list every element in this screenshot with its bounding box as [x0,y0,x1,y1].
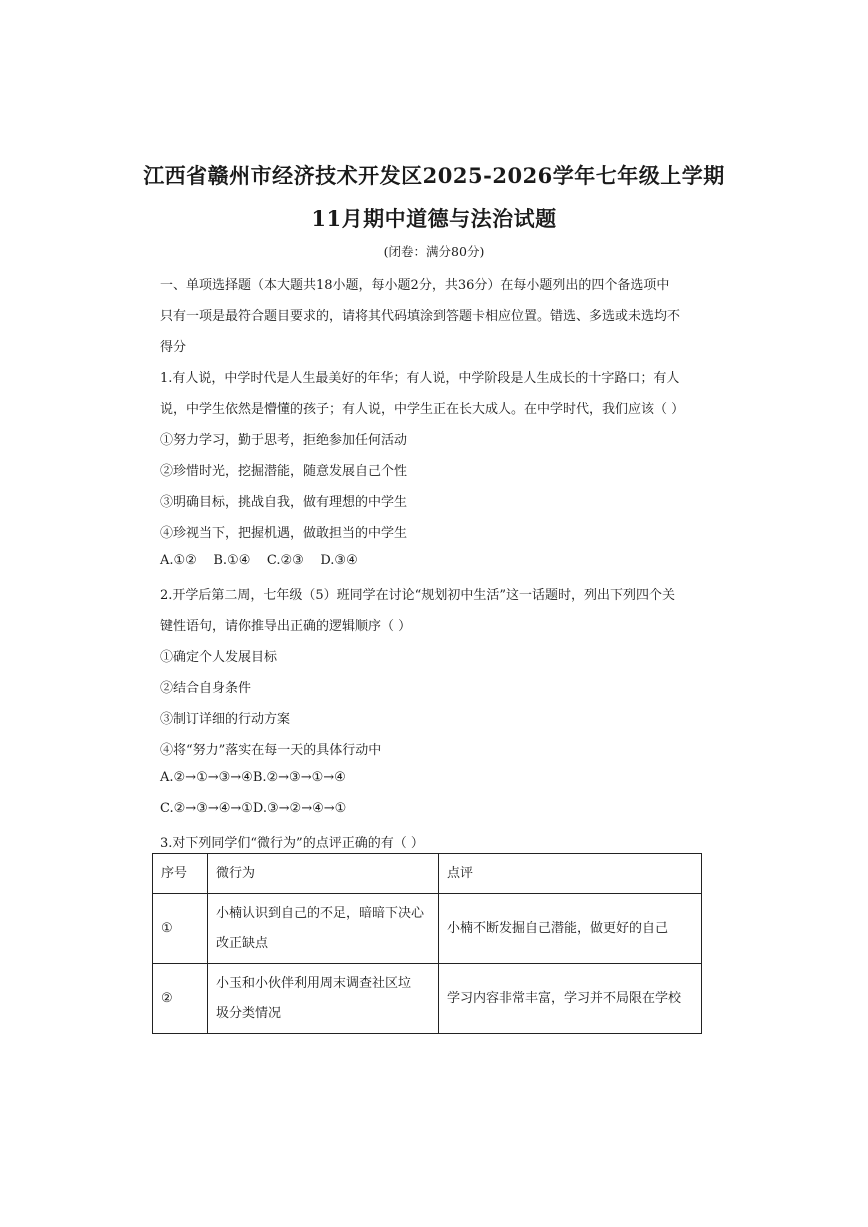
question-2-options: C.②→③→④→①D.③→②→④→① [160,801,347,816]
table-header-row [153,854,702,894]
question-1-options: A.①② B.①④ C.②③ D.③④ [160,553,358,568]
question-2-options: A.②→①→③→④B.②→③→①→④ [160,770,346,785]
question-2-item: ③制订详细的行动方案 [160,712,291,727]
question-3-stem: 3.对下列同学们“微行为”的点评正确的有（ ） [160,836,424,851]
exam-subtitle: (闭卷：满分80分) [383,244,485,259]
section-intro-line: 一、单项选择题（本大题共18小题，每小题2分，共36分）在每小题列出的四个备选项中 [160,278,670,293]
question-2-item: ①确定个人发展目标 [160,650,278,665]
question-2-stem: 键性语句，请你推导出正确的逻辑顺序（ ） [160,619,412,634]
question-1-item: ②珍惜时光，挖掘潜能，随意发展自己个性 [160,464,408,479]
question-1-item: ④珍视当下，把握机遇，做敢担当的中学生 [160,526,408,541]
section-intro-line: 只有一项是最符合题目要求的，请将其代码填涂到答题卡相应位置。错选、多选或未选均不 [160,309,681,324]
table-header-cell: 微行为 [208,854,439,894]
question-2-item: ④将“努力”落实在每一天的具体行动中 [160,743,382,758]
behavior-text-line: 改正缺点 [216,935,269,951]
micro-behavior-table [152,853,702,1034]
row-number-cell: ① [153,894,208,964]
question-1-item: ③明确目标，挑战自我，做有理想的中学生 [160,495,408,510]
exam-title-line1: 江西省赣州市经济技术开发区2025-2026学年七年级上学期 [143,163,725,188]
exam-title-line2: 11月期中道德与法治试题 [311,206,557,231]
question-1-stem: 1.有人说，中学时代是人生最美好的年华；有人说，中学阶段是人生成长的十字路口；有人 [160,371,680,386]
question-1-item: ①努力学习，勤于思考，拒绝参加任何活动 [160,433,408,448]
question-1-stem: 说，中学生依然是懵懂的孩子；有人说，中学生正在长大成人。在中学时代，我们应该（ ） [160,402,685,417]
question-2-stem: 2.开学后第二周，七年级（5）班同学在讨论“规划初中生活”这一话题时，列出下列四个关 [160,588,675,603]
behavior-text-line: 圾分类情况 [216,1005,282,1021]
behavior-cell [208,964,439,1034]
row-number-cell: ② [153,964,208,1034]
table-header-cell: 点评 [439,854,702,894]
behavior-cell [208,894,439,964]
comment-cell: 小楠不断发掘自己潜能，做更好的自己 [439,894,702,964]
comment-cell: 学习内容非常丰富，学习并不局限在学校 [439,964,702,1034]
table-row [153,964,702,1034]
behavior-text-line: 小玉和小伙伴利用周末调查社区垃 [216,975,412,991]
section-intro-line: 得分 [160,340,187,355]
behavior-text-line: 小楠认识到自己的不足，暗暗下决心 [216,905,425,921]
table-header-cell: 序号 [153,854,208,894]
table-row [153,894,702,964]
question-2-item: ②结合自身条件 [160,681,252,696]
